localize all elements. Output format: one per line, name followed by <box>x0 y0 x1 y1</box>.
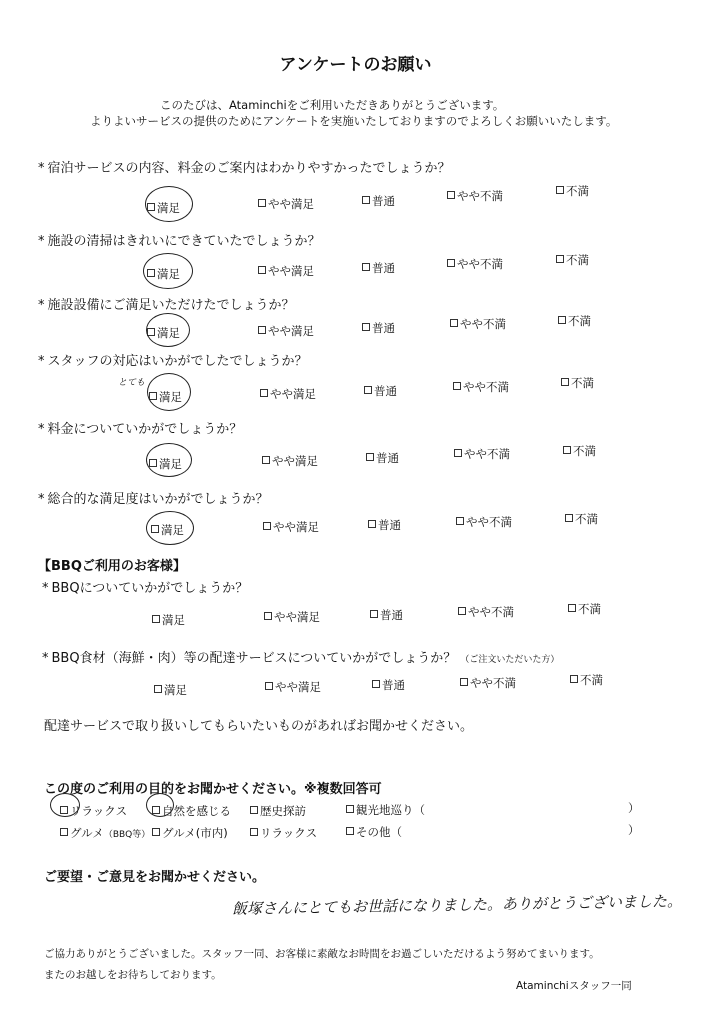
q4-option-somewhat-dissatisfied[interactable]: やや不満 <box>453 379 509 395</box>
question-5: * 料金についていかがでしょうか？ <box>38 422 243 437</box>
q6-option-satisfied[interactable]: 満足 <box>151 522 184 538</box>
q2-selected-circle <box>143 253 193 289</box>
bbq1-option-somewhat-satisfied[interactable]: やや満足 <box>264 609 320 625</box>
bbq-question-2: * BBQ食材（海鮮・肉）等の配達サービスについていかがでしょうか？ （ご注文いただいた方） <box>42 651 560 666</box>
q1-option-somewhat-satisfied[interactable]: やや満足 <box>258 196 314 212</box>
q5-option-somewhat-satisfied[interactable]: やや満足 <box>262 453 318 469</box>
q5-option-neutral[interactable]: 普通 <box>366 450 399 466</box>
footer-line-1: ご協力ありがとうございました。スタッフ一同、お客様に素敵なお時間をお過ごしいただけるよう努めてまいります。 <box>44 948 600 960</box>
q2-option-neutral[interactable]: 普通 <box>362 260 395 276</box>
purpose-nature-option[interactable]: 自然を感じる <box>152 803 231 819</box>
purpose-other-close-paren: ） <box>628 823 640 837</box>
delivery-request-text: 配達サービスで取り扱いしてもらいたいものがあればお聞かせください。 <box>44 719 474 734</box>
q5-option-somewhat-dissatisfied[interactable]: やや不満 <box>454 446 510 462</box>
purpose-relax-option[interactable]: リラックス <box>60 803 127 819</box>
purpose-sightseeing-close-paren: ） <box>628 801 640 815</box>
q1-option-dissatisfied[interactable]: 不満 <box>556 183 589 199</box>
purpose-gourmet-sub: （BBQ等） <box>103 830 151 840</box>
bbq-question-2-aside: （ご注文いただいた方） <box>460 655 560 665</box>
purpose-heading: この度のご利用の目的をお聞かせください。※複数回答可 <box>44 782 382 797</box>
footer-line-2: またのお越しをお待ちしております。 <box>44 969 222 981</box>
comments-handwritten: 飯塚さんにとてもお世話になりました。ありがとうございました。 <box>231 892 683 918</box>
q4-option-satisfied[interactable]: 満足 <box>149 389 182 405</box>
q4-handwritten-note: とても <box>118 378 146 388</box>
q5-selected-circle <box>146 443 192 477</box>
q2-option-somewhat-satisfied[interactable]: やや満足 <box>258 263 314 279</box>
question-1: * 宿泊サービスの内容、料金のご案内はわかりやすかったでしょうか？ <box>38 161 451 176</box>
purpose-relax2-option[interactable]: リラックス <box>250 825 317 841</box>
q2-option-dissatisfied[interactable]: 不満 <box>556 252 589 268</box>
q5-option-dissatisfied[interactable]: 不満 <box>563 443 596 459</box>
comments-heading: ご要望・ご意見をお聞かせください。 <box>44 870 266 885</box>
bbq-section-heading: 【BBQご利用のお客様】 <box>38 559 186 574</box>
q4-option-dissatisfied[interactable]: 不満 <box>561 375 594 391</box>
bbq2-option-somewhat-dissatisfied[interactable]: やや不満 <box>460 675 516 691</box>
bbq1-option-neutral[interactable]: 普通 <box>370 607 403 623</box>
question-6: * 総合的な満足度はいかがでしょうか？ <box>38 492 269 507</box>
bbq2-option-somewhat-satisfied[interactable]: やや満足 <box>265 679 321 695</box>
q1-option-somewhat-dissatisfied[interactable]: やや不満 <box>447 188 503 204</box>
question-marker: * <box>38 161 45 176</box>
footer-signature: Ataminchiスタッフ一同 <box>516 980 632 992</box>
purpose-other-option[interactable]: その他（ <box>346 824 402 840</box>
q1-selected-circle <box>145 186 193 222</box>
bbq-question-1: * BBQについていかがでしょうか？ <box>42 581 249 596</box>
q1-option-neutral[interactable]: 普通 <box>362 193 395 209</box>
q3-option-satisfied[interactable]: 満足 <box>147 325 180 341</box>
q2-option-somewhat-dissatisfied[interactable]: やや不満 <box>447 256 503 272</box>
page-title: アンケートのお願い <box>279 55 432 75</box>
bbq2-option-neutral[interactable]: 普通 <box>372 677 405 693</box>
purpose-gourmet-option[interactable]: グルメ（BBQ等） <box>60 825 150 841</box>
q3-option-somewhat-dissatisfied[interactable]: やや不満 <box>450 316 506 332</box>
q3-selected-circle <box>146 313 190 347</box>
question-4: * スタッフの対応はいかがでしたでしょうか？ <box>38 354 308 369</box>
q6-selected-circle <box>146 511 194 545</box>
purpose-relax-selected-circle <box>50 793 80 817</box>
purpose-gourmet-city-option[interactable]: グルメ(市内) <box>152 825 228 841</box>
q4-selected-circle <box>147 373 191 411</box>
q3-option-dissatisfied[interactable]: 不満 <box>558 313 591 329</box>
intro-line-2: よりよいサービスの提供のためにアンケートを実施いたしておりますのでよろしくお願いいたします。 <box>90 114 618 128</box>
q4-option-neutral[interactable]: 普通 <box>364 383 397 399</box>
bbq1-option-satisfied[interactable]: 満足 <box>152 612 185 628</box>
q6-option-dissatisfied[interactable]: 不満 <box>565 511 598 527</box>
q6-option-somewhat-satisfied[interactable]: やや満足 <box>263 519 319 535</box>
purpose-history-option[interactable]: 歴史探訪 <box>250 803 306 819</box>
bbq1-option-dissatisfied[interactable]: 不満 <box>568 601 601 617</box>
q5-option-satisfied[interactable]: 満足 <box>149 456 182 472</box>
q6-option-neutral[interactable]: 普通 <box>368 517 401 533</box>
intro-line-1: このたびは、Ataminchiをご利用いただきありがとうございます。 <box>160 98 505 112</box>
q6-option-somewhat-dissatisfied[interactable]: やや不満 <box>456 514 512 530</box>
bbq2-option-satisfied[interactable]: 満足 <box>154 682 187 698</box>
q3-option-somewhat-satisfied[interactable]: やや満足 <box>258 323 314 339</box>
purpose-sightseeing-option[interactable]: 観光地巡り（ <box>346 802 425 818</box>
question-2: * 施設の清掃はきれいにできていたでしょうか？ <box>38 234 321 249</box>
q1-option-satisfied[interactable]: 満足 <box>147 200 180 216</box>
purpose-nature-selected-circle <box>146 793 174 817</box>
q4-option-somewhat-satisfied[interactable]: やや満足 <box>260 386 316 402</box>
q3-option-neutral[interactable]: 普通 <box>362 320 395 336</box>
bbq2-option-dissatisfied[interactable]: 不満 <box>570 672 603 688</box>
question-3: * 施設設備にご満足いただけたでしょうか？ <box>38 298 295 313</box>
bbq1-option-somewhat-dissatisfied[interactable]: やや不満 <box>458 604 514 620</box>
q2-option-satisfied[interactable]: 満足 <box>147 266 180 282</box>
